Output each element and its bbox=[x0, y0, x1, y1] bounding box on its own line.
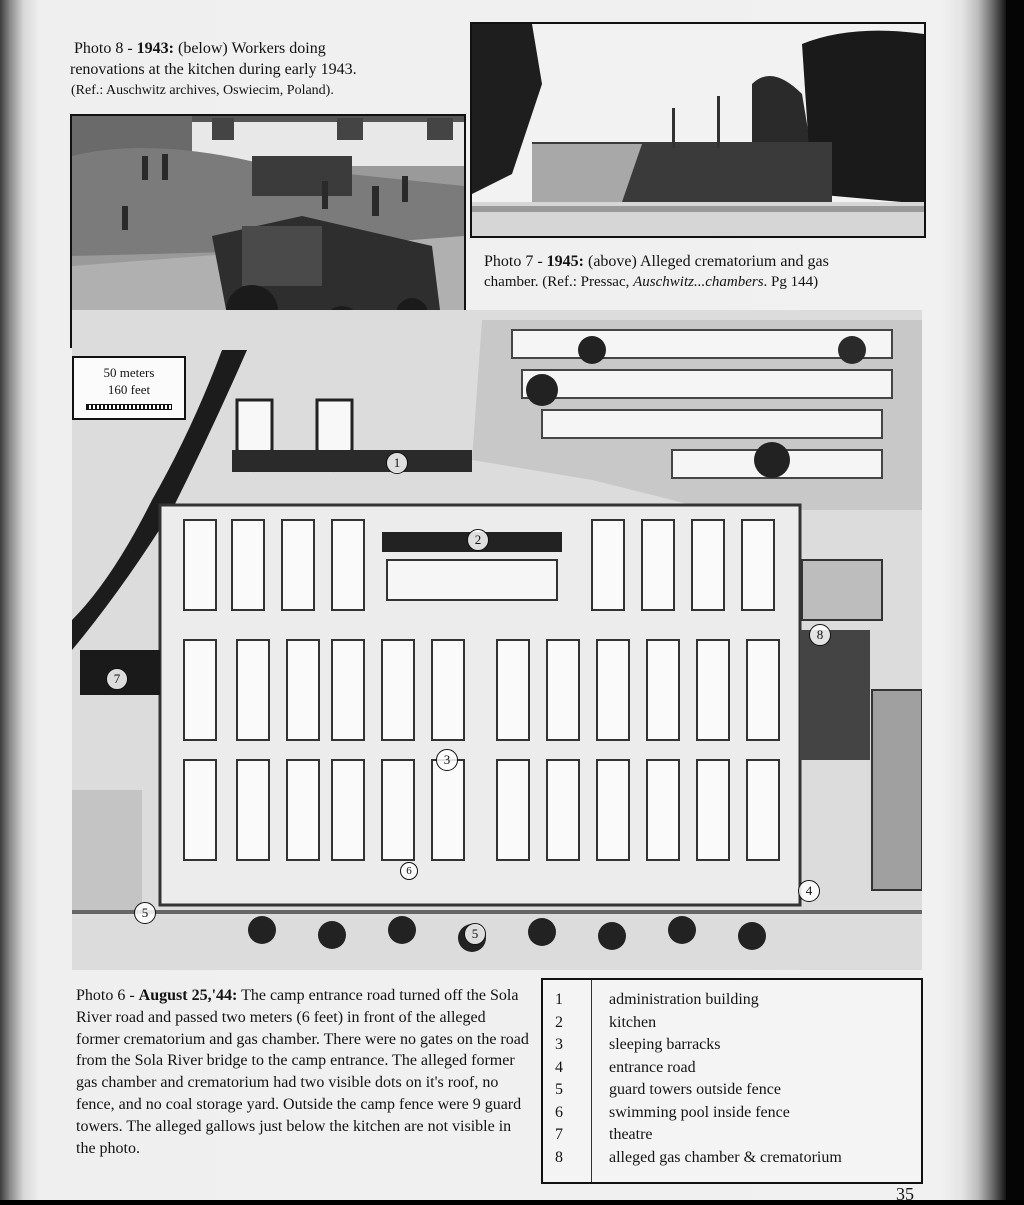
legend-divider bbox=[591, 980, 592, 1182]
map-marker-5b: 5 bbox=[464, 923, 486, 945]
map-marker-1: 1 bbox=[386, 452, 408, 474]
book-edge-shadow bbox=[1006, 0, 1024, 1200]
scale-feet: 160 feet bbox=[107, 382, 151, 397]
map-marker-2: 2 bbox=[467, 529, 489, 551]
photo7-image bbox=[470, 22, 926, 238]
map-marker-6: 6 bbox=[400, 862, 418, 880]
photo7-caption: Photo 7 - 1945: (above) Alleged crematorium and gas chamber. (Ref.: Pressac, Auschwitz...chambers. Pg 144) bbox=[484, 253, 829, 290]
photo8-caption: Photo 8 - 1943: (below) Workers doing renovations at the kitchen during early 1943. (Ref.: Auschwitz archives, Oswiecim, Poland). bbox=[70, 40, 357, 98]
map-marker-7: 7 bbox=[106, 668, 128, 690]
photo6-caption: Photo 6 - August 25,'44: The camp entrance road turned off the Sola River road and passed two meters (6 feet) in front of the alleged former crematorium and gas chamber. There were no gates on the road from the Sola River bridge to the camp entrance. The alleged former gas chamber and crematorium had two visible dots on it's roof, no fence, and no coal storage yard. Outside the camp fence were 9 guard towers. The alleged gallows just below the kitchen are not visible in the photo. bbox=[76, 987, 529, 1157]
map-marker-4: 4 bbox=[798, 880, 820, 902]
map-marker-8: 8 bbox=[809, 624, 831, 646]
aerial-photo6 bbox=[72, 310, 922, 970]
map-marker-3: 3 bbox=[436, 749, 458, 771]
scale-legend bbox=[72, 356, 186, 420]
scale-meters: 50 meters bbox=[103, 365, 155, 380]
map-marker-5a: 5 bbox=[134, 902, 156, 924]
scale-bar bbox=[86, 404, 172, 410]
page-number: 35 bbox=[896, 1184, 914, 1204]
legend-table: 1 administration building 2 kitchen 3 sleeping barracks 4 entrance road 5 guard towers outside fence 6 swimming pool inside fence 7 theatre 8 alleged gas chamber & crematorium bbox=[541, 978, 923, 1184]
